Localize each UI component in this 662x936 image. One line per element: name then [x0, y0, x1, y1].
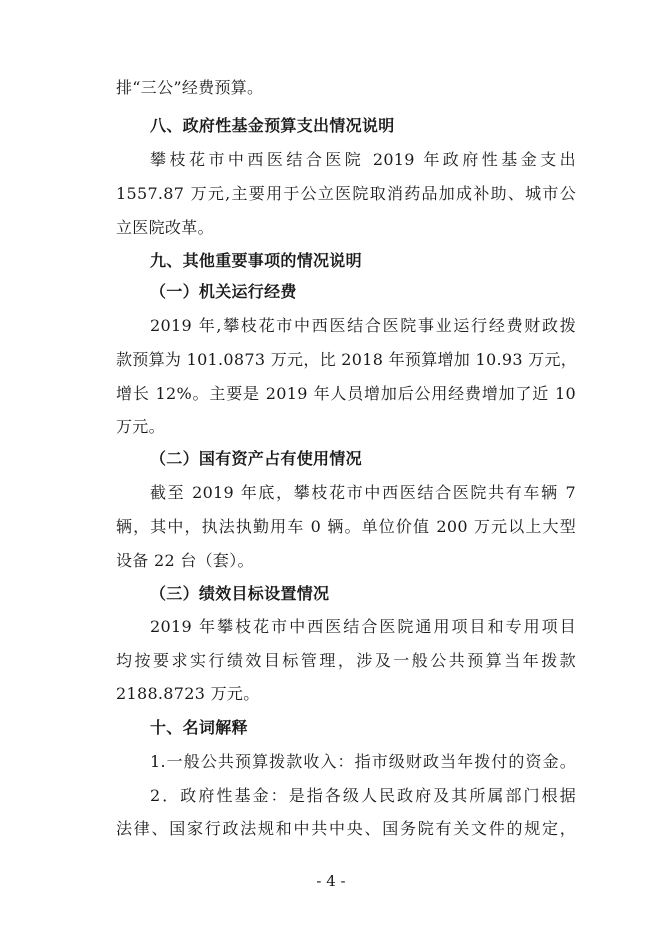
text-line: 1.一般公共预算拨款收入：指市级财政当年拨付的资金。	[150, 752, 576, 771]
page-number: - 4 -	[316, 872, 346, 890]
text-line: 立医院改革。	[116, 218, 214, 237]
text-line: 款预算为 101.0873 万元，比 2018 年预算增加 10.93 万元，	[116, 350, 578, 369]
subsection-heading: （三）绩效目标设置情况	[150, 584, 330, 603]
text-line: 2．政府性基金：是指各级人民政府及其所属部门根据	[150, 786, 576, 805]
text-line: 增长 12%。主要是 2019 年人员增加后公用经费增加了近 10	[116, 384, 576, 403]
text-line: 万元。	[116, 417, 165, 436]
text-line: 2188.8723 万元。	[116, 684, 260, 703]
section-heading: 十、名词解释	[150, 718, 248, 737]
text-line: 设备 22 台（套）。	[116, 551, 254, 570]
text-line: 攀枝花市中西医结合医院 2019 年政府性基金支出	[150, 150, 576, 169]
section-heading: 八、政府性基金预算支出情况说明	[150, 116, 395, 135]
subsection-heading: （一）机关运行经费	[150, 282, 297, 301]
text-line: 2019 年攀枝花市中西医结合医院通用项目和专用项目	[150, 617, 576, 636]
text-line: 2019 年,攀枝花市中西医结合医院事业运行经费财政拨	[150, 316, 576, 335]
section-heading: 九、其他重要事项的情况说明	[150, 251, 362, 270]
text-line: 辆，其中，执法执勤用车 0 辆。单位价值 200 万元以上大型	[116, 517, 576, 536]
text-line: 均按要求实行绩效目标管理，涉及一般公共预算当年拨款	[116, 651, 576, 670]
subsection-heading: （二）国有资产占有使用情况	[150, 449, 362, 468]
text-line: 排“三公”经费预算。	[116, 78, 264, 97]
text-line: 截至 2019 年底，攀枝花市中西医结合医院共有车辆 7	[150, 483, 576, 502]
text-line: 法律、国家行政法规和中共中央、国务院有关文件的规定，	[116, 819, 576, 838]
text-line: 1557.87 万元,主要用于公立医院取消药品加成补助、城市公	[116, 184, 576, 203]
